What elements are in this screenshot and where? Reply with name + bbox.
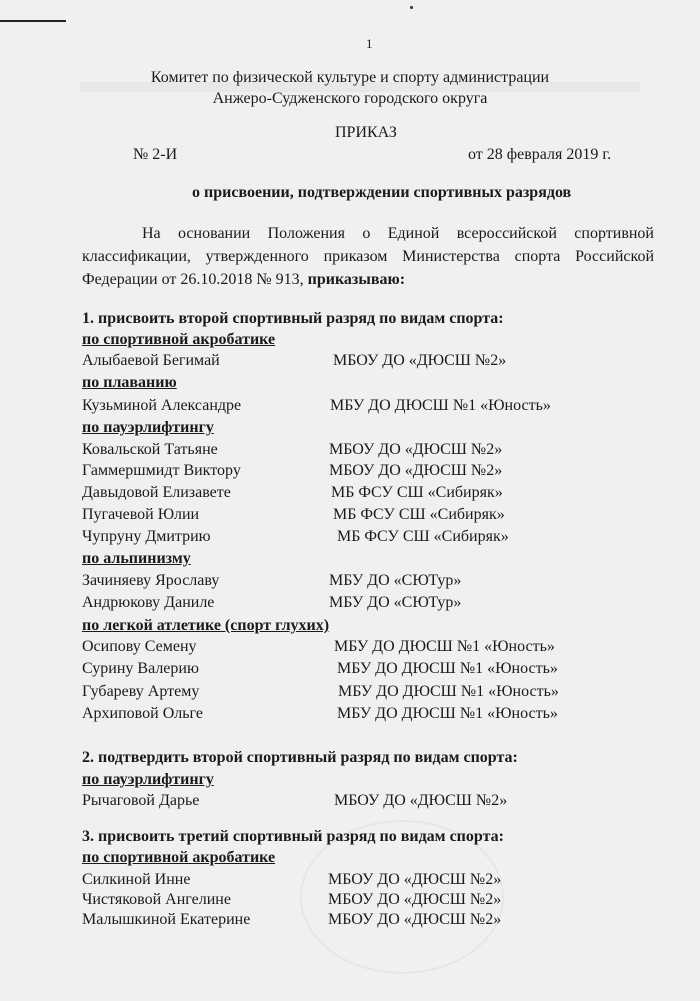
athlete-org: МБ ФСУ СШ «Сибиряк»: [331, 484, 503, 501]
athlete-name: Пугачевой Юлии: [82, 506, 200, 523]
section-3-title: 3. присвоить третий спортивный разряд по видам спорта:: [82, 828, 504, 845]
preamble-line-3-text: Федерации от 26.10.2018 № 913,: [82, 271, 304, 288]
athlete-org: МБОУ ДО «ДЮСШ №2»: [328, 871, 502, 888]
athlete-name: Архиповой Ольге: [82, 705, 203, 722]
athlete-org: МБУ ДО «СЮТур»: [329, 572, 462, 589]
section-3-sport-acrobatics: по спортивной акробатике: [82, 849, 276, 866]
doc-type: ПРИКАЗ: [335, 124, 397, 141]
section-1-sport-mountaineering: по альпинизму: [82, 550, 191, 567]
athlete-name: Чистяковой Ангелине: [82, 891, 231, 908]
athlete-org: МБОУ ДО «ДЮСШ №2»: [328, 891, 502, 908]
athlete-org: МБОУ ДО «ДЮСШ №2»: [334, 792, 508, 809]
section-1-sport-swimming: по плаванию: [82, 374, 177, 391]
doc-subject: о присвоении, подтверждении спортивных разрядов: [192, 184, 572, 201]
athlete-name: Кузьминой Александре: [82, 397, 242, 414]
athlete-name: Алыбаевой Бегимай: [82, 352, 220, 369]
athlete-name: Сурину Валерию: [82, 660, 199, 677]
section-1-sport-powerlifting: по пауэрлифтингу: [82, 419, 214, 436]
athlete-org: МБОУ ДО «ДЮСШ №2»: [328, 911, 502, 928]
athlete-org: МБУ ДО ДЮСШ №1 «Юность»: [338, 683, 559, 700]
athlete-name: Осипову Семену: [82, 638, 197, 655]
athlete-name: Зачиняеву Ярославу: [82, 572, 220, 589]
athlete-org: МБОУ ДО «ДЮСШ №2»: [333, 352, 507, 369]
athlete-org: МБОУ ДО «ДЮСШ №2»: [329, 441, 503, 458]
athlete-name: Давыдовой Елизавете: [82, 484, 231, 501]
section-2-title: 2. подтвердить второй спортивный разряд по видам спорта:: [82, 749, 518, 766]
athlete-org: МБУ ДО ДЮСШ №1 «Юность»: [330, 397, 551, 414]
corner-mark: [0, 20, 66, 22]
athlete-org: МБ ФСУ СШ «Сибиряк»: [333, 506, 505, 523]
athlete-name: Малышкиной Екатерине: [82, 911, 251, 928]
preamble-line-3: [82, 268, 654, 291]
athlete-org: МБУ ДО ДЮСШ №1 «Юность»: [337, 660, 558, 677]
scan-speck: [410, 6, 413, 9]
section-1-title: 1. присвоить второй спортивный разряд по видам спорта:: [82, 310, 504, 327]
page-number: 1: [366, 36, 373, 51]
athlete-name: Ковальской Татьяне: [82, 441, 218, 458]
preamble-order-word: приказываю:: [307, 271, 406, 288]
athlete-org: МБУ ДО «СЮТур»: [329, 594, 462, 611]
header-line-1: Комитет по физической культуре и спорту администрации: [150, 69, 550, 86]
header-line-2: Анжеро-Судженского городского округа: [212, 90, 488, 107]
athlete-name: Силкиной Инне: [82, 871, 191, 888]
athlete-org: МБУ ДО ДЮСШ №1 «Юность»: [334, 638, 555, 655]
athlete-name: Губареву Артему: [82, 683, 200, 700]
athlete-org: МБ ФСУ СШ «Сибиряк»: [337, 528, 509, 545]
athlete-name: Андрюкову Даниле: [82, 594, 215, 611]
athlete-name: Чупруну Дмитрию: [82, 528, 211, 545]
doc-number: № 2-И: [133, 146, 178, 163]
section-2-sport-powerlifting: по пауэрлифтингу: [82, 771, 214, 788]
preamble-line-1: На основании Положения о Единой всероссийской спортивной: [142, 225, 654, 242]
doc-date: от 28 февраля 2019 г.: [468, 146, 612, 163]
athlete-org: МБОУ ДО «ДЮСШ №2»: [329, 462, 503, 479]
section-1-sport-athletics-deaf: по легкой атлетике (спорт глухих): [82, 617, 330, 634]
section-1-sport-acrobatics: по спортивной акробатике: [82, 331, 276, 348]
athlete-org: МБУ ДО ДЮСШ №1 «Юность»: [337, 705, 558, 722]
preamble-line-2: классификации, утвержденного приказом Министерства спорта Российской: [82, 248, 654, 265]
athlete-name: Гаммершмидт Виктору: [82, 462, 241, 479]
athlete-name: Рычаговой Дарье: [82, 792, 200, 809]
preamble: [82, 222, 654, 291]
